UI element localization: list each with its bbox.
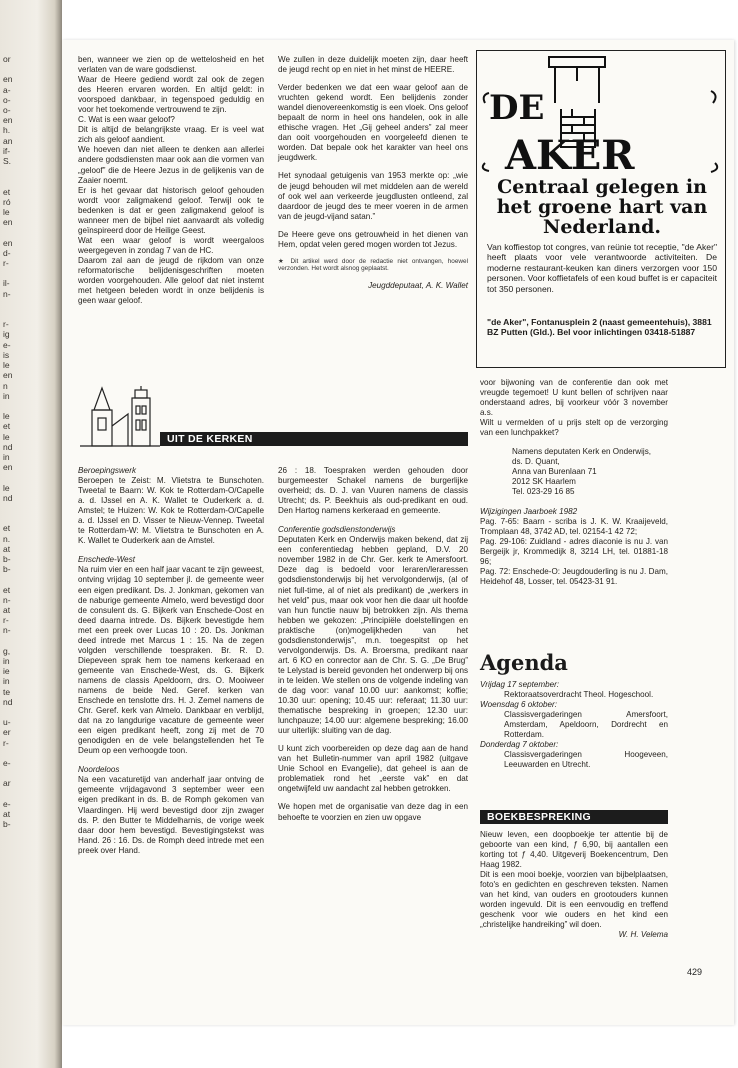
agenda-date: Vrijdag 17 september:: [480, 680, 560, 689]
section-title: Beroepingswerk: [78, 466, 137, 475]
paragraph: ben, wanneer we zien op de wettelosheid en het verlaten van de ware godsdienst.: [78, 55, 264, 75]
paragraph: Er is het gevaar dat historisch geloof gehouden wordt voor zaligmakend geloof. Terwijl ook te bedenken is dat er geen zaligmakend geloof is wanneer men de bijbel niet aanvaardt als volledig geïnspireerd door de Heilige Geest.: [78, 185, 264, 235]
uit-de-kerken-banner: UIT DE KERKEN: [160, 432, 468, 446]
paragraph: De Heere geve ons getrouwheid in het dienen van Hem, opdat velen gered mogen worden tot Jezus.: [278, 229, 468, 249]
facing-page-edge-text: or en a- o- o- en h. an if- S. et ró le en en d- r- il- n- r- ig e- is le en n in le et le nd in en le nd et n. at b- b- et n- at r- n- g, in ie in te nd u- er r- e- ar e- at b-: [3, 54, 13, 830]
paragraph: We hopen met de organisatie van deze dag in een behoefte te voorzien en zien uw opgave: [278, 802, 468, 822]
agenda-date: Donderdag 7 oktober:: [480, 740, 559, 750]
de-aker-advertisement: [476, 50, 726, 368]
column-2-top: [278, 55, 468, 291]
paragraph: 26 : 18. Toespraken werden gehouden door burgemeester Schakel namens de burgerlijke overheid; ds. D. J. van Vuuren namens de classis Utrecht; ds. P. Beekhuis als oud-predikant en oud. Den Hartog namens kerkeraad en gemeente.: [278, 466, 468, 516]
logo-de-text: DE: [489, 88, 545, 128]
paragraph: Wat een waar geloof is wordt weergaloos weergegeven in zondag 7 van de HC.: [78, 235, 264, 255]
agenda-heading: Agenda: [480, 650, 568, 675]
book-gutter: [0, 0, 62, 1068]
signature: W. H. Velema: [618, 930, 668, 940]
agenda-event: Rektoraatsoverdracht Theol. Hogeschool.: [504, 690, 654, 700]
de-aker-logo-icon: [477, 51, 727, 176]
paragraph: We zullen in deze duidelijk moeten zijn, daar heeft de jeugd recht op en niet in het minst de HEERE.: [278, 55, 468, 75]
boekbespreking-banner: BOEKBESPREKING: [480, 810, 668, 824]
agenda-date: Woensdag 6 oktober:: [480, 700, 557, 710]
paragraph: Dit is een mooi boekje, voorzien van bijbelplaatsen, foto's en gedichten en geschreven teksten. Namen van het kind, van ouders en grootouders kunnen worden ingevuld. Dit is een eenvoudig en treffend geschenk voor wie ouders en het kind een „christelijke handreiking” wil doen.: [480, 870, 668, 930]
paragraph: Deputaten Kerk en Onderwijs maken bekend, dat zij een conferentiedag hebben gepland, D.V. 20 november 1982 in de Chr. Ger. kerk te Amersfoort. Deze dag is bedoeld voor leraren/leraressen godsdienstonderwijs bij het vervolgonderwijs, (al of niet full-time, al of niet als predikant) de „werkers in het veld” pus, maar ook voor hen die daar uit hoofde van hun functie nauw bij betrokken zijn. Als thema hebben we gekozen: „Principiële doelstellingen en praktische (on)mogelijkheden van het godsdienstonderwijs”, m.n. toegespitst op het vervolgonderwijs. Ds. A. Broersma, predikant naar art. 6 KO en conrector aan de Chr. S. G. „De Brug” te Lelystad is bereid gevonden het onderwerp bij ons in te leiden. We stellen ons de volgende indeling van de dag voor: vanaf 10.00 uur: aankomst; koffie; 10.30 uur: opening; 10.45 uur: referaat; 11.30 uur: thematische bespreking in groepen; 12.30 uur: lunchpauze; 14.00 uur: algemene bespreking; 16.00 uur uiterlijk: sluiting van de dag.: [278, 535, 468, 736]
church-illustration-icon: [80, 386, 160, 448]
editorial-note: ★ Dit artikel werd door de redactie niet ontvangen, hoewel verzonden. Het wordt alsnog geplaatst.: [278, 257, 468, 273]
address-line: Tel. 023-29 16 85: [512, 487, 575, 497]
column-1-top: [78, 55, 264, 306]
agenda-event: Classisvergaderingen Amersfoort, Amsterdam, Apeldoorn, Dordrecht en Rotterdam.: [504, 710, 668, 740]
paragraph: Pag. 72: Enschede-O: Jeugdouderling is nu J. Dam, Heidehof 48, Losser, tel. 05423-31 91.: [480, 566, 668, 586]
logo-aker-text: AKER: [505, 132, 635, 176]
address-line: Namens deputaten Kerk en Onderwijs,: [512, 447, 652, 457]
paragraph: C. Wat is een waar geloof?: [78, 115, 175, 125]
paragraph: Beroepen te Zeist: M. Vlietstra te Bunschoten. Tweetal te Baarn: W. Kok te Rotterdam-O/Capelle a. d. IJssel en A. K. Wallet te Ouderkerk a. d. Amstel; te Huizen: W. Kok te Rotterdam-O/Capelle a. d. IJssel en D. Visser te Nieuw-Vennep. Tweetal te Rotterdam-W: M. Vlietstra te Bunschoten en A. K. Wallet te Ouderkerk aan de Amstel.: [78, 476, 264, 546]
agenda-list: [480, 680, 668, 770]
section-title: Wijzigingen Jaarboek 1982: [480, 506, 578, 516]
address-line: Anna van Burenlaan 71: [512, 467, 597, 477]
paragraph: Na ruim vier en een half jaar vacant te zijn geweest, ontving vrijdag 10 september jl. de gemeente weer een eigen predikant. Ds. J. Jonkman, gekomen van de naburige gemeente Almelo, werd bevestigd door de consulent ds. G. Bijkerk van Enschede-Oost en deed daarna intrede. Ds. Bijkerk bevestigde hem met een preek over Lucas 10 : 20. Ds. Jonkman deed intrede met Marcus 1 : 15. Na de zegen volgden verschillende toespraken. Br. R. D. Diepeveen sprak hem toe namens kerkeraad en gemeente van Enschede-West, ds. G. Bijkerk namens de classis Apeldoorn, drs. O. Mooiweer namens de beide Ned. Geref. kerken van Enschede en tenslotte drs. H. J. Zemel namens de Chr. Geref. kerk van Almelo. Dankbaar en verblijd, dat na zo langdurige vacature de gemeente weer een eigen predikant heeft, zong zij met de 70 genodigden en de vele belangstellenden het Te Deum op een verhoogde toon.: [78, 565, 264, 756]
paragraph: U kunt zich voorbereiden op deze dag aan de hand van het Bulletin-nummer van april 1982 (uitgave Unie School en Evangelie), dat geheel is aan de problematiek rond het „eerste vak” en dat ongetwijfeld uw aandacht zal hebben getrokken.: [278, 744, 468, 794]
paragraph: Waar de Heere gediend wordt zal ook de zegen des Heeren ervaren worden. En altijd geldt: in voorspoed dankbaar, in tegenspoed geduldig en voor het toekomende vertrouwend te zijn.: [78, 75, 264, 115]
paragraph: voor bijwoning van de conferentie dan ook met vreugde tegemoet! U kunt bellen of schrijven naar onderstaand adres, bij voorkeur vóór 3 november a.s.: [480, 378, 668, 418]
signature: Jeugddeputaat, A. K. Wallet: [368, 280, 468, 290]
paragraph: Wilt u vermelden of u prijs stelt op de verzorging van een lunchpakket?: [480, 418, 668, 438]
ad-headline: Centraal gelegen in het groene hart van Nederland.: [496, 176, 708, 238]
section-title: Noordeloos: [78, 765, 120, 775]
section-title: Conferentie godsdienstonderwijs: [278, 525, 396, 535]
agenda-event: Classisvergaderingen Hoogeveen, Leeuwarden en Utrecht.: [504, 750, 668, 770]
paragraph: Na een vacaturetijd van anderhalf jaar ontving de gemeente vrijdagavond 3 september weer een eigen predikant in ds. B. de Romph gekomen van Vlaardingen. Hij werd bevestigd door zijn zwager ds. P. den Butter te Middelharnis, de vorige week daar door hem bevestigd. Bevestigingstekst was Hand. 26 : 16. Ds. de Romph deed intrede met een preek over Hand.: [78, 775, 264, 855]
paragraph: We hoeven dan niet alleen te denken aan allerlei andere godsdiensten maar ook aan die vormen van „geloof” die de Heere Jezus in de gelijkenis van de Zaaier noemt.: [78, 145, 264, 185]
paragraph: Pag. 29-106: Zuidland - adres diaconie is nu J. van Bergeijk jr, Krommedijk 8, 3214 LH, tel. 01881-18 96;: [480, 536, 668, 566]
column-1-bottom: [78, 466, 264, 856]
address-line: 2012 SK Haarlem: [512, 477, 576, 487]
page-number: 429: [687, 967, 703, 977]
paragraph: Het synodaal getuigenis van 1953 merkte op: „wie de jeugd behouden wil met middelen aan de wereld of ook wel aan verkeerde jeugdlusten ontleend, zal daardoor de jeugd des te meer voeren in de armen van de jeugd-vijand satan.”: [278, 171, 468, 221]
paragraph: Nieuw leven, een doopboekje ter attentie bij de geboorte van een kind, ƒ 6,90, bij aantallen een korting tot ƒ 4,40. Uitgeverij Boekencentrum, Den Haag 1982.: [480, 830, 668, 870]
boekbespreking-text: [480, 830, 668, 941]
ad-address: "de Aker", Fontanusplein 2 (naast gemeentehuis), 3881 BZ Putten (Gld.). Bel voor inlichtingen 03418-51887: [487, 317, 712, 338]
address-line: ds. D. Quant,: [512, 457, 560, 467]
paragraph: Dit is altijd de belangrijkste vraag. Er is veel wat zich als geloof aandient.: [78, 125, 264, 145]
ad-body: Van koffiestop tot congres, van reünie tot receptie, "de Aker" heeft plaats voor vele verantwoorde activiteiten. De moderne restaurant-keuken kan diners verzorgen voor 150 personen. Voor koffietafels of een koud buffet is er capaciteit tot 350 personen.: [487, 242, 717, 294]
paragraph: Daarom zal aan de jeugd de rijkdom van onze reformatorische belijdenisgeschriften moeten worden voorgehouden. Alle geloof dat niet instemt met hetgeen beleden wordt in onze belijdenis is geen waar geloof.: [78, 255, 264, 306]
column-2-bottom: [278, 466, 468, 823]
column-3-middle: [480, 378, 668, 587]
contact-address: [480, 447, 668, 497]
paragraph: Verder bedenken we dat een waar geloof aan de vruchten gekend wordt. Een belijdenis zonder wandel dienovereenkomstig is een vloek. Ons geloof bepaalt de norm in heel ons handelen, ook in alle ethische vragen. Het „Gij geheel anders” zal meer dan ooit voorgehouden en voorgeleefd dienen te worden. Dat bepale ook het karakter van heel ons jeugdwerk.: [278, 83, 468, 163]
paragraph: Pag. 7-65: Baarn - scriba is J. K. W. Kraaijeveld, Tromplaan 48, 3742 AD, tel. 02154-1 42 72;: [480, 516, 668, 536]
section-title: Enschede-West: [78, 555, 135, 565]
